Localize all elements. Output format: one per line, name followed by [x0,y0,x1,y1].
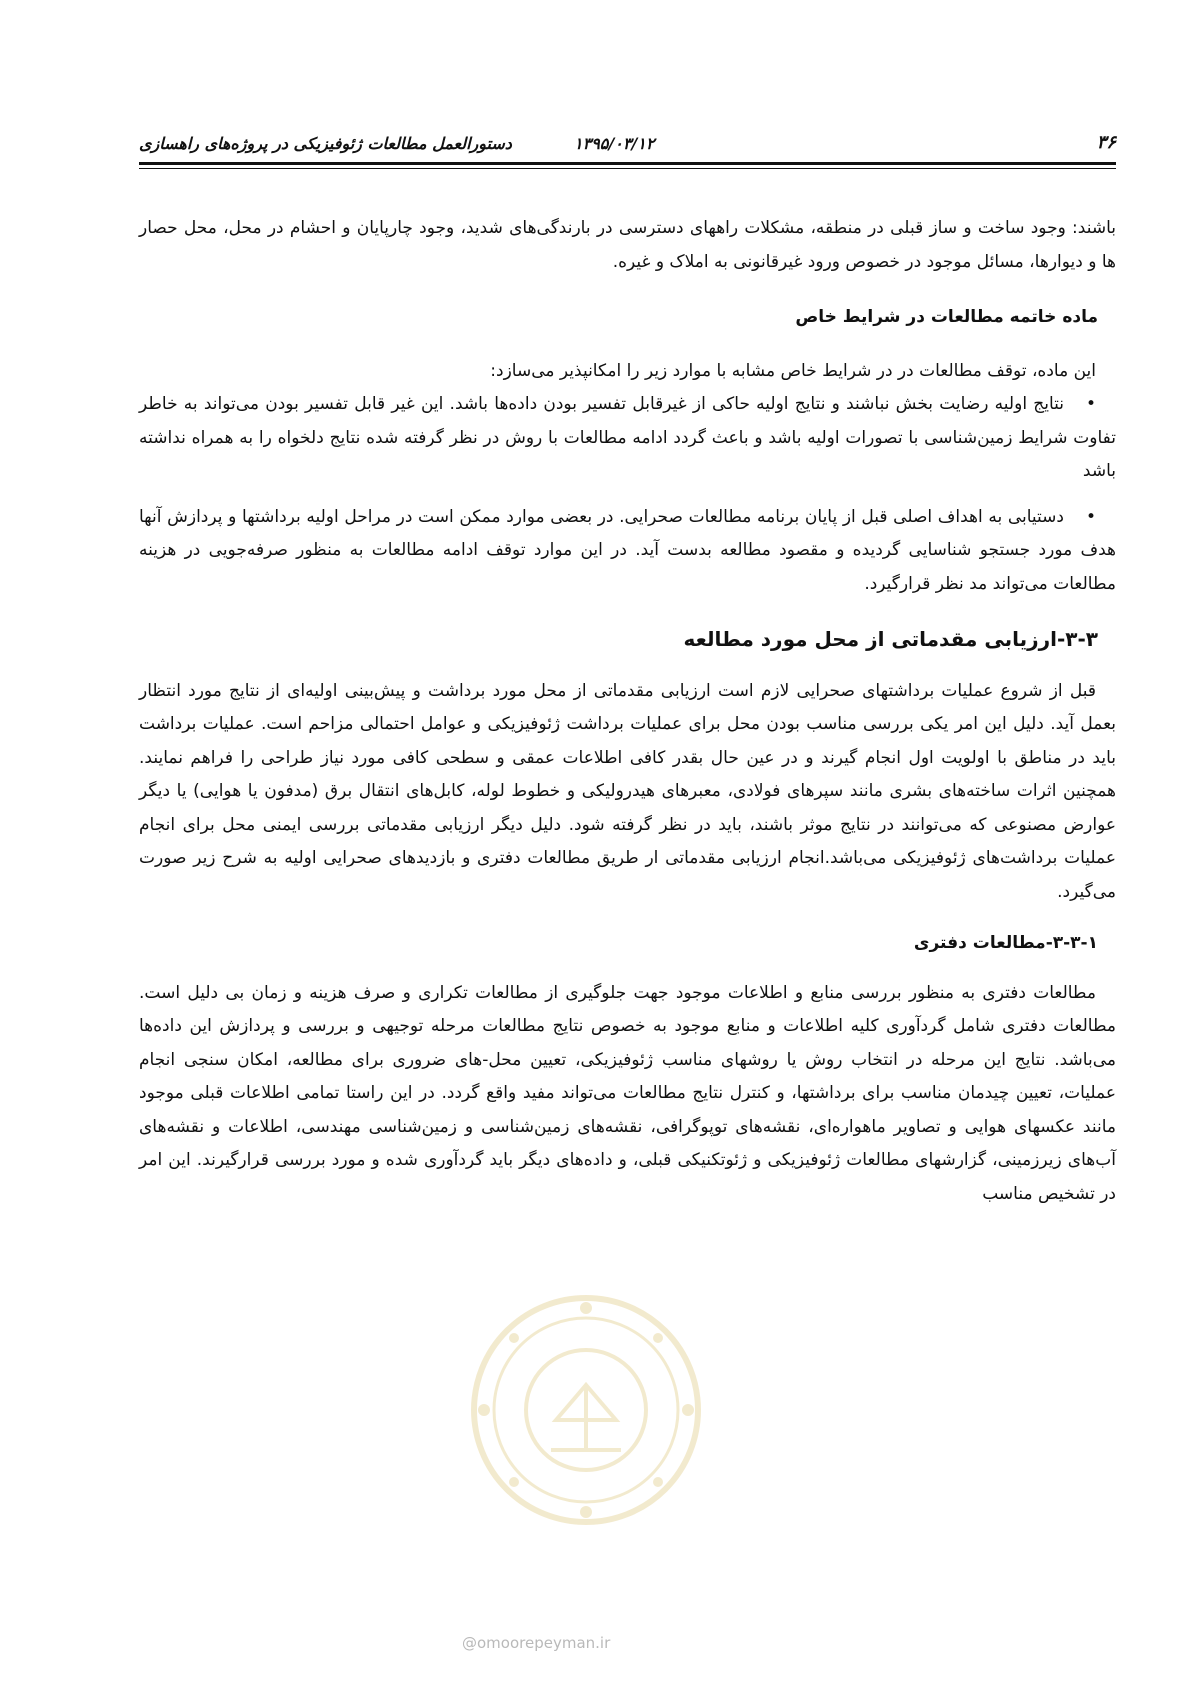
special-conditions-intro: این ماده، توقف مطالعات در در شرایط خاص مشابه با موارد زیر را امکانپذیر می‌سازد: [490,360,1096,381]
page-header [139,128,1116,162]
page-content [139,212,1116,1211]
list-item [139,501,1116,602]
section-heading: ۳-۳-ارزیابی مقدماتی از محل مورد مطالعه [683,627,1098,651]
header-rule-thick [139,162,1116,165]
list-item [139,388,1116,489]
list-item-text: دستیابی به اهداف اصلی قبل از پایان برنامه مطالعات صحرایی. در بعضی موارد ممکن است در مراحل اولیه برداشتها و پردازش آنها هدف مورد جستجو شناسایی گردیده و مقصود مطالعه بدست آید. در این موارد توقف ادامه مطالعات به منظور صرفه‌جویی در هزینه مطالعات می‌تواند مد نظر قرارگیرد. [139,506,1116,594]
seal-logo-icon [466,1290,706,1530]
bullet-icon: • [1085,506,1096,527]
header-title: دستورالعمل مطالعات ژئوفیزیکی در پروژه‌های راهسازی [139,134,512,153]
subsection-paragraph: مطالعات دفتری به منظور بررسی منابع و اطلاعات موجود جهت جلوگیری از مطالعات تکراری و صرف هزینه و زمان بی دلیل است. مطالعات دفتری شامل گردآوری کلیه اطلاعات و منابع موجود به خصوص نتایج مطالعات مرحله توجیهی و بررسی و پردازش این داده‌ها می‌باشد. نتایج این مرحله در انتخاب روش یا روشهای مناسب ژئوفیزیکی، تعیین محل-های ضروری برای مطالعه، امکان سنجی انجام عملیات، تعیین چیدمان مناسب برای برداشتها، و کنترل نتایج مطالعات می‌تواند مفید واقع گردد. در این راستا تمامی اطلاعات قبلی موجود مانند عکسهای هوایی و تصاویر ماهواره‌ای، نقشه‌های توپوگرافی، نقشه‌های زمین‌شناسی و زمین‌شناسی مهندسی، اطلاعات و نقشه‌های آب‌های زیرزمینی، گزارشهای مطالعات ژئوفیزیکی و ژئوتکنیکی قبلی، و داده‌های دیگر باید گردآوری شده و مورد بررسی قرارگیرند. این امر در تشخیص مناسب [139,982,1116,1204]
watermark-url: @omoorepeyman.ir [462,1634,611,1652]
bullet-icon: • [1085,394,1096,414]
subsection-heading: ۳-۳-۱-مطالعات دفتری [913,933,1098,953]
header-date: ۱۳۹۵/۰۳/۱۲ [574,134,655,153]
special-conditions-heading: ماده خاتمه مطالعات در شرایط خاص [795,307,1098,327]
section-paragraph: قبل از شروع عملیات برداشتهای صحرایی لازم است ارزیابی مقدماتی از محل مورد برداشت و پیش‌بینی اولیه‌ای از نتایج مورد انتظار بعمل آید. دلیل این امر یکی بررسی مناسب بودن محل برای عملیات برداشت ژئوفیزیکی و عوامل احتمالی مزاحم است. عملیات برداشت باید در مناطق با اولویت اول انجام گیرند و در عین حال بقدر کافی اطلاعات عمقی و سطحی کافی مورد نیاز طراحی را فراهم نمایند. همچنین اثرات ساخته‌های بشری مانند سپرهای فولادی، معبرهای هیدرولیکی و خطوط لوله، کابل‌های انتقال برق (مدفون یا هوایی) یا دیگر عوارض مصنوعی که می‌توانند در نتایج موثر باشند، باید در نظر گرفته شود. دلیل دیگر ارزیابی مقدماتی بررسی ایمنی محل برای انجام عملیات برداشت‌های ژئوفیزیکی می‌باشد.انجام ارزیابی مقدماتی ار طریق مطالعات دفتری و بازدیدهای صحرایی اولیه به شرح زیر صورت می‌گیرد. [139,680,1116,902]
page-number: ۳۶ [1096,132,1116,153]
list-item-text: نتایج اولیه رضایت بخش نباشند و نتایج اولیه حاکی از غیرقابل تفسیر بودن داده‌ها باشد. این غیر قابل تفسیر بودن می‌تواند به خاطر تفاوت شرایط زمین‌شناسی با تصورات اولیه باشد و باعث گردد ادامه مطالعات با روش در نظر گرفته شده نتایج دلخواه را به همراه نداشته باشد [139,394,1116,481]
intro-paragraph: باشند: وجود ساخت و ساز قبلی در منطقه، مشکلات راههای دسترسی در بارندگی‌های شدید، وجود چارپایان و احشام در محل، محل حصار ها و دیوارها، مسائل موجود در خصوص ورود غیرقانونی به املاک و غیره. [139,218,1116,272]
header-rule-thin [139,168,1116,169]
